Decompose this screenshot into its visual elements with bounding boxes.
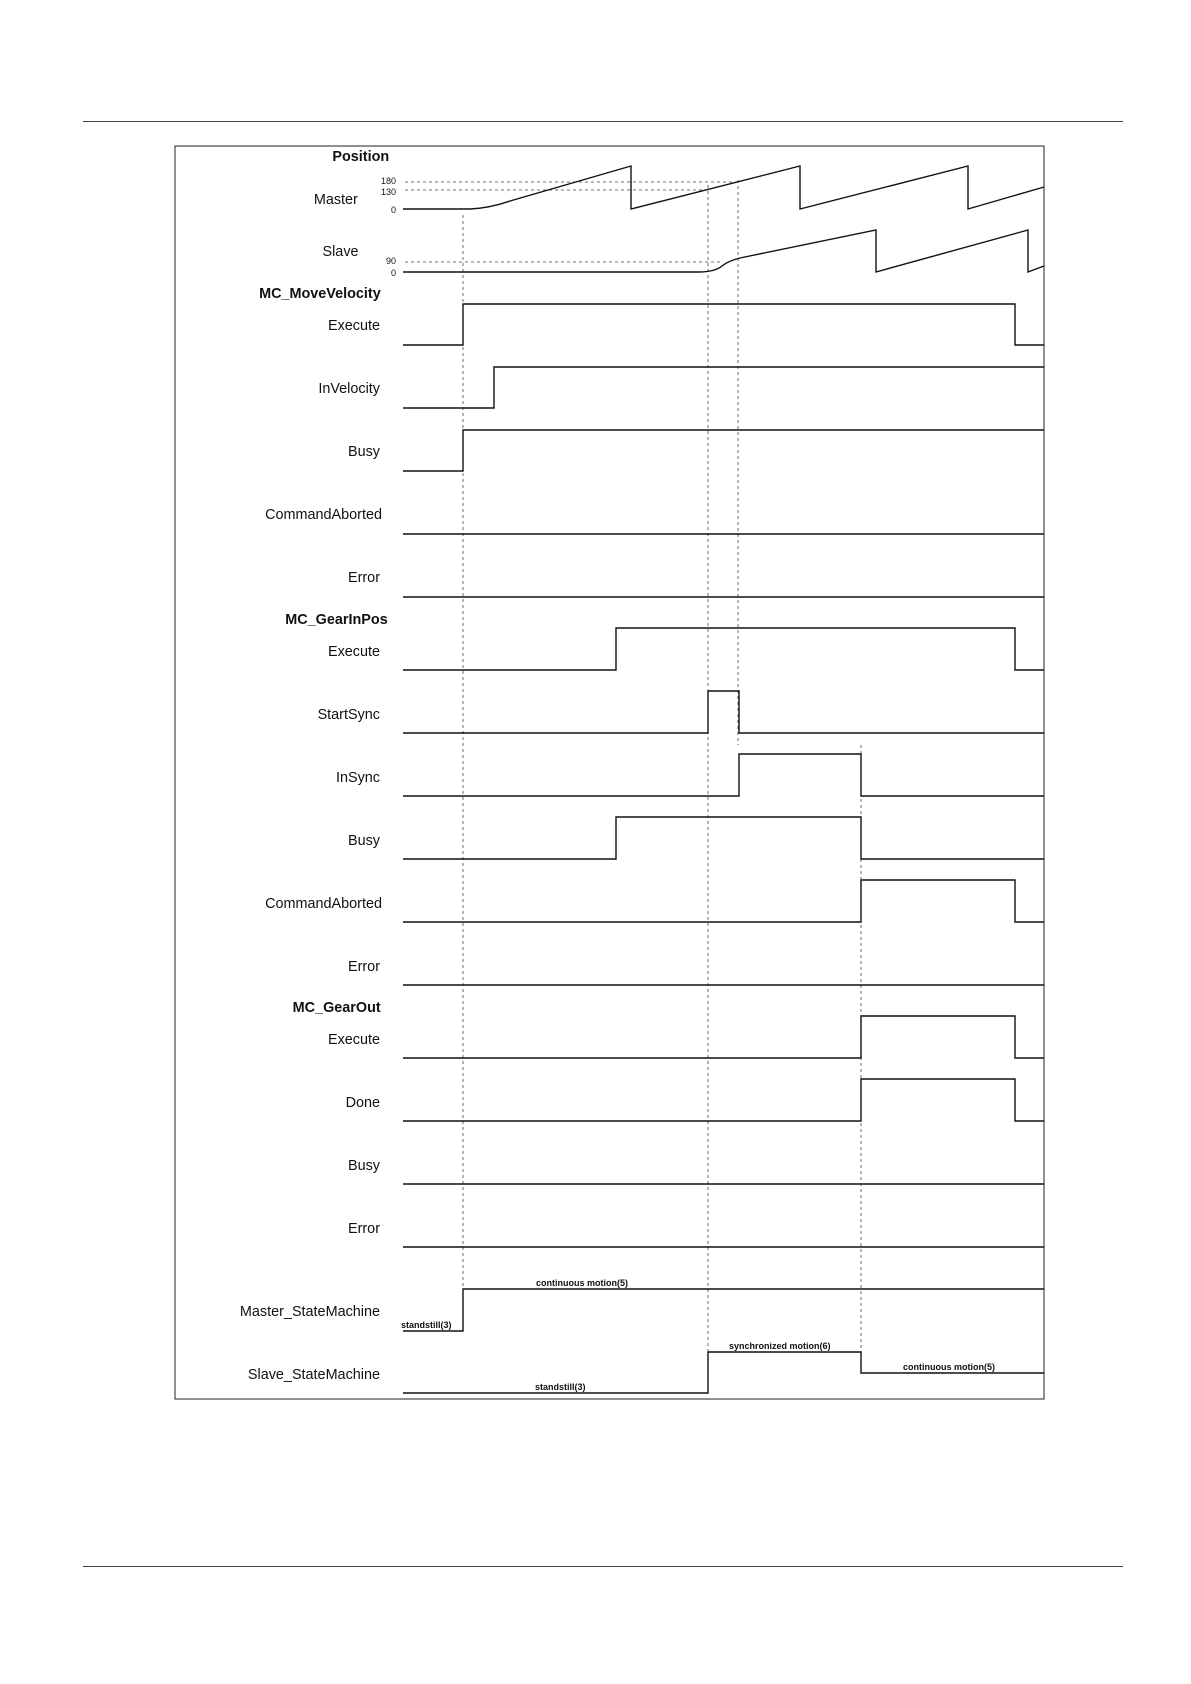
mv-error-label: Error — [347, 569, 380, 586]
go-done-signal — [403, 1079, 1044, 1121]
mv-execute-signal — [403, 304, 1044, 345]
mc-movevelocity-header: MC_MoveVelocity — [259, 285, 381, 302]
mv-busy-signal — [403, 430, 1044, 471]
position-header: Position — [332, 148, 390, 165]
mv-invelocity-label: InVelocity — [318, 380, 380, 397]
go-done-label: Done — [345, 1094, 380, 1111]
slave-state-standstill: standstill(3) — [535, 1382, 586, 1392]
slave-label: Slave — [322, 243, 359, 260]
go-busy-label: Busy — [347, 1157, 380, 1174]
gi-startsync-label: StartSync — [317, 706, 380, 723]
gi-busy-label: Busy — [347, 832, 380, 849]
gi-error-label: Error — [347, 958, 380, 975]
mv-busy-label: Busy — [347, 443, 380, 460]
event-markers — [463, 180, 861, 1390]
slave-tick-90: 90 — [385, 256, 396, 266]
gi-busy-signal — [403, 817, 1044, 859]
mv-commandaborted-label: CommandAborted — [265, 506, 382, 523]
go-execute-signal — [403, 1016, 1044, 1058]
gi-insync-label: InSync — [335, 769, 380, 786]
gi-commandaborted-label: CommandAborted — [265, 895, 382, 912]
master-label: Master — [313, 191, 358, 208]
master-statemachine-signal — [403, 1289, 1044, 1331]
gi-insync-signal — [403, 754, 1044, 796]
master-position-curve — [403, 166, 1044, 209]
gi-execute-signal — [403, 628, 1044, 670]
gi-execute-label: Execute — [327, 643, 380, 660]
mv-execute-label: Execute — [327, 317, 380, 334]
master-state-standstill: standstill(3) — [401, 1320, 452, 1330]
gi-commandaborted-signal — [403, 880, 1044, 922]
master-statemachine-label: Master_StateMachine — [239, 1303, 380, 1320]
slave-tick-0: 0 — [390, 268, 396, 278]
mc-gearinpos-header: MC_GearInPos — [285, 611, 388, 628]
slave-statemachine-label: Slave_StateMachine — [247, 1366, 380, 1383]
slave-statemachine-signal — [403, 1352, 1044, 1393]
slave-position-curve — [403, 230, 1044, 272]
mc-gearout-header: MC_GearOut — [292, 999, 381, 1016]
mv-invelocity-signal — [403, 367, 1044, 408]
go-error-label: Error — [347, 1220, 380, 1237]
slave-state-continuous: continuous motion(5) — [903, 1362, 995, 1372]
master-state-continuous: continuous motion(5) — [536, 1278, 628, 1288]
master-tick-180: 180 — [380, 176, 396, 186]
gi-startsync-signal — [403, 691, 1044, 733]
go-execute-label: Execute — [327, 1031, 380, 1048]
master-tick-0: 0 — [390, 205, 396, 215]
slave-state-synchronized: synchronized motion(6) — [729, 1341, 831, 1351]
master-tick-130: 130 — [380, 187, 396, 197]
